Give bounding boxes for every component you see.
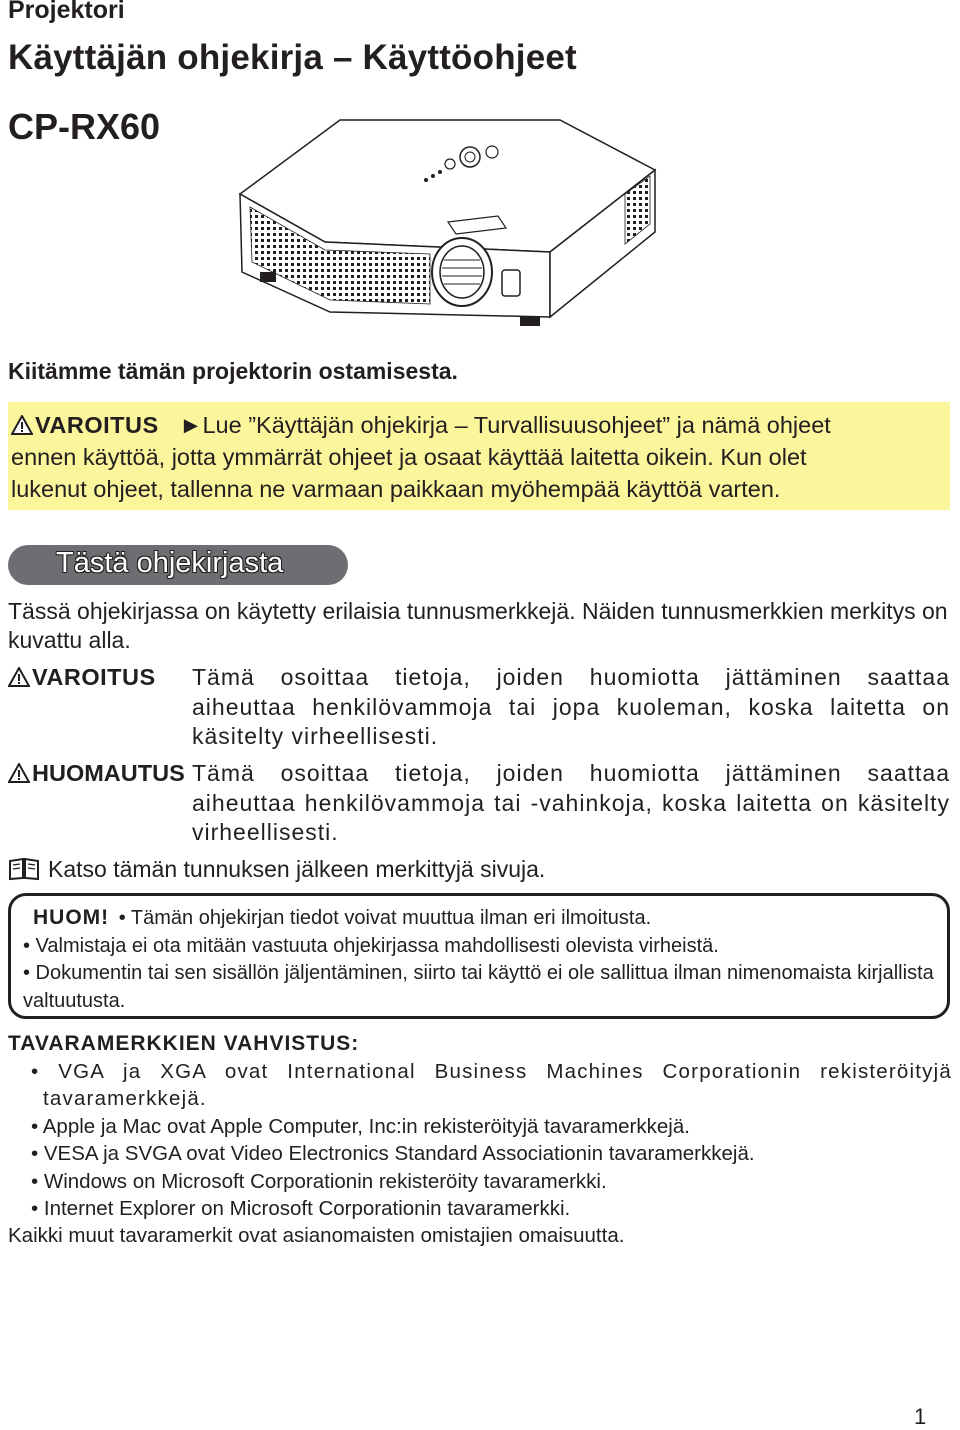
warning-line: lukenut ohjeet, tallenna ne varmaan paikkaan myöhempää käyttöä varten. (11, 476, 781, 502)
warning-box (8, 402, 950, 510)
book-icon (8, 857, 40, 881)
caution-triangle-icon (8, 763, 30, 783)
page-number: 1 (914, 1404, 927, 1429)
trademarks-footer: Kaikki muut tavaramerkit ovat asianomaisten omistajien omaisuutta. (8, 1224, 625, 1248)
warning-tag: VAROITUS (35, 412, 159, 438)
arrow-icon: ► (179, 412, 203, 438)
section-title: Tästä ohjekirjasta (56, 547, 284, 579)
book-note-text: Katso tämän tunnuksen jälkeen merkittyjä sivuja. (48, 856, 546, 882)
warning-triangle-icon (8, 667, 30, 687)
trademark-item: • VGA ja XGA ovat International Business Machines Corporationin rekisteröityjä tavaramerkkejä. (31, 1060, 952, 1111)
warning-line: ennen käyttöä, jotta ymmärrät ohjeet ja osaat käyttää laitetta oikein. Kun olet (11, 444, 807, 470)
section-intro: Tässä ohjekirjassa on käytetty erilaisia tunnusmerkkejä. Näiden tunnusmerkkien merkitys on kuvattu alla. (8, 598, 948, 653)
page-title: Käyttäjän ohjekirja – Käyttöohjeet (8, 38, 577, 77)
note-box (8, 893, 950, 1019)
warning-triangle-icon (11, 415, 33, 435)
definition-text: Tämä osoittaa tietoja, joiden huomiotta jättäminen saattaa aiheuttaa henkilövammoja tai -vahinkoja, koska laitetta on käsitelty virheellisesti. (192, 760, 950, 845)
note-tag: HUOM! (33, 906, 110, 929)
trademarks-list (8, 1058, 952, 1250)
projector-illustration (230, 112, 670, 340)
trademark-item: • Internet Explorer on Microsoft Corporationin tavaramerkki. (31, 1197, 571, 1221)
thanks-text: Kiitämme tämän projektorin ostamisesta. (8, 358, 458, 384)
definition-warning (8, 663, 950, 753)
note-item: • Dokumentin tai sen sisällön jäljentäminen, siirto tai käyttö ei ole sallittua ilman nimenomaista kirjallista valtuutusta. (23, 962, 934, 1012)
warning-line: Lue ”Käyttäjän ohjekirja – Turvallisuusohjeet” ja nämä ohjeet (202, 412, 831, 438)
trademarks-heading: TAVARAMERKKIEN VAHVISTUS: (8, 1032, 360, 1055)
model-name: CP-RX60 (8, 106, 161, 147)
definition-tag: VAROITUS (32, 664, 156, 690)
trademark-item: • Apple ja Mac ovat Apple Computer, Inc:in rekisteröityjä tavaramerkkejä. (31, 1114, 690, 1138)
document-kicker: Projektori (8, 0, 125, 24)
note-item: • Tämän ohjekirjan tiedot voivat muuttua ilman eri ilmoitusta. (118, 907, 652, 929)
definition-tag: HUOMAUTUS (32, 760, 185, 786)
trademark-item: • VESA ja SVGA ovat Video Electronics Standard Associationin tavaramerkkejä. (31, 1142, 755, 1166)
note-item: • Valmistaja ei ota mitään vastuuta ohjekirjassa mahdollisesti olevista virheistä. (23, 934, 719, 957)
definition-caution (8, 759, 950, 849)
definition-text: Tämä osoittaa tietoja, joiden huomiotta jättäminen saattaa aiheuttaa henkilövammoja tai jopa kuoleman, koska laitetta on käsitelty virheellisesti. (192, 664, 950, 749)
trademark-item: • Windows on Microsoft Corporationin rekisteröity tavaramerkki. (31, 1169, 607, 1193)
section-heading (8, 545, 348, 585)
book-note (8, 856, 545, 883)
